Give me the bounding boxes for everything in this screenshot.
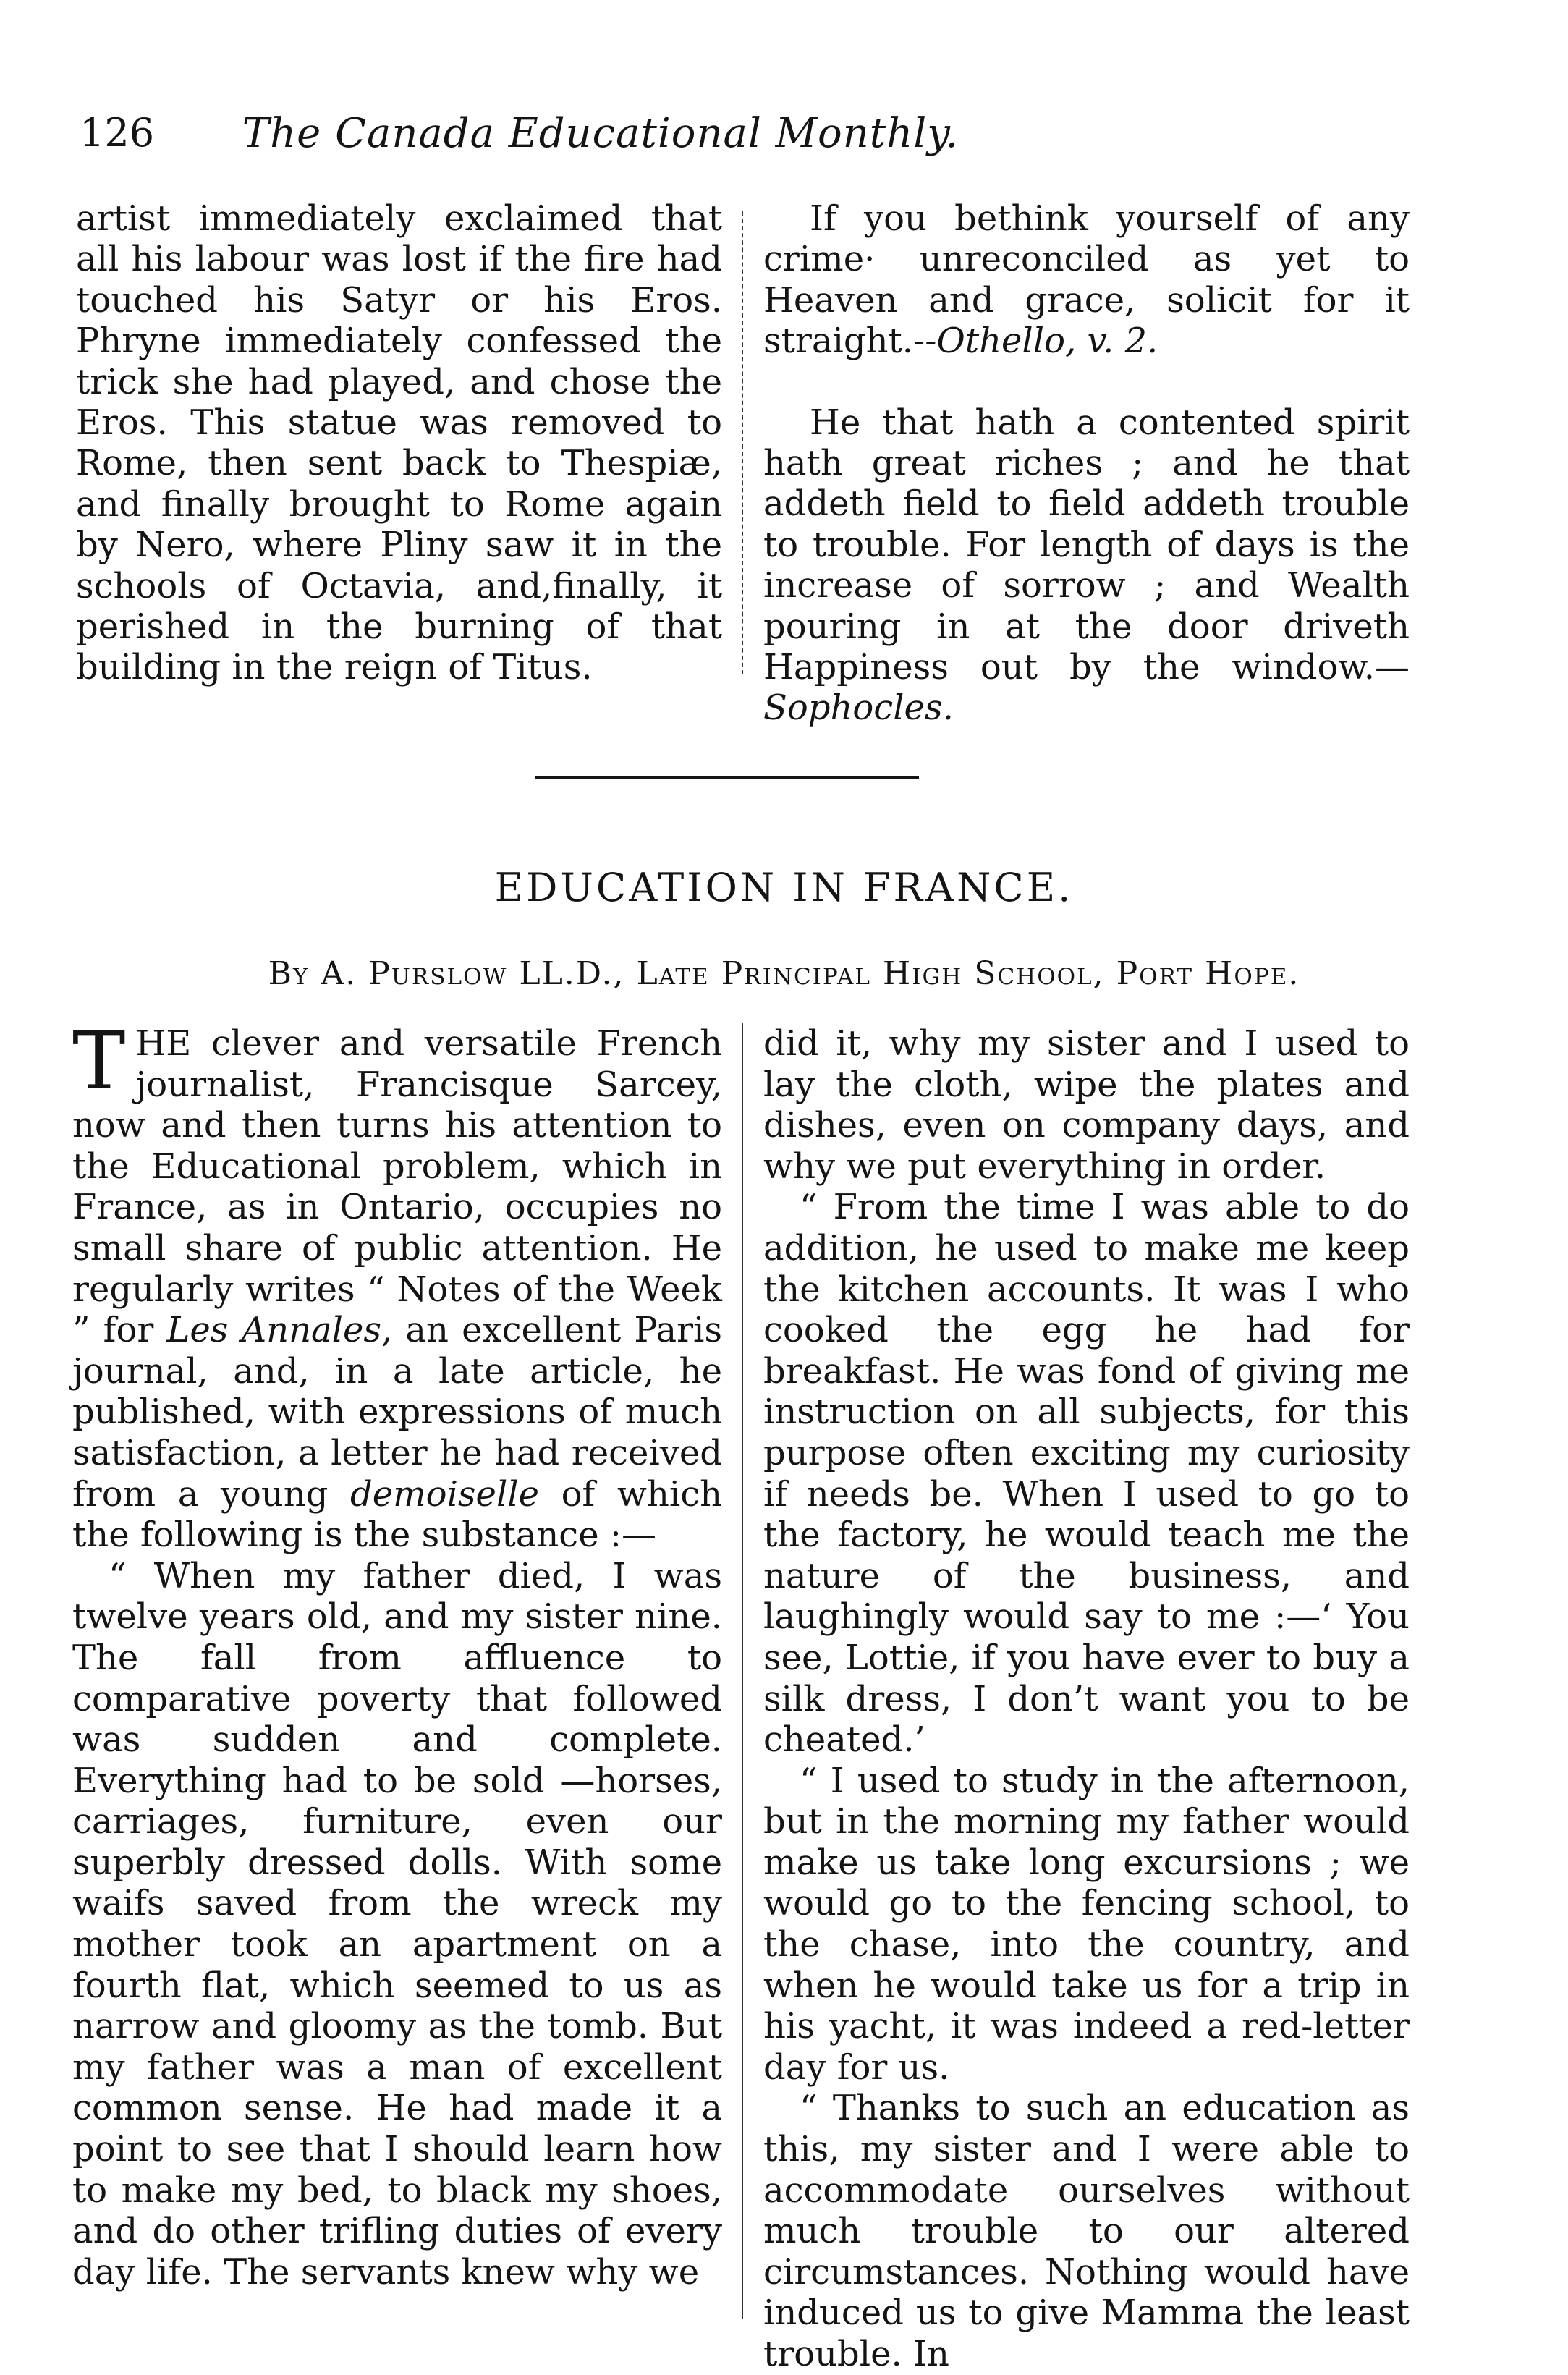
page-number: 126 xyxy=(80,110,155,156)
quote-sophocles-text: He that hath a contented spirit hath great riches ; and he that addeth field to field addeth trouble to trouble. For length of days is the increase of sorrow ; and Wealth pouring in at the door driveth Happiness out by the window.— xyxy=(763,402,1410,688)
article-column-left xyxy=(72,1015,723,2293)
running-title: The Canada Educational Monthly. xyxy=(242,110,959,157)
quote-othello-source: Othello, v. 2. xyxy=(936,321,1158,362)
drop-cap: T xyxy=(72,1015,126,1107)
p1-italic-demoiselle: demoiselle xyxy=(350,1473,540,1515)
quote-othello-text: If you bethink yourself of any crime· unreconciled as yet to Heaven and grace, solicit for it straight.-- xyxy=(763,198,1410,362)
article-paragraph-4: “ From the time I was able to do addition, he used to make me keep the kitchen accounts. It was I who cooked the egg he had for breakfast. He was fond of giving me instruction on all subjects, for this purpose often exciting my curiosity if needs be. When I used to go to the factory, he would teach me the nature of the business, and laughingly would say to me :—‘ You see, Lottie, if you have ever to buy a silk dress, I don’t want you to be cheated.’ xyxy=(763,1187,1410,1761)
quote-sophocles-source: Sophocles. xyxy=(763,687,954,729)
article-paragraph-5: “ I used to study in the afternoon, but in the morning my father would make us take long excursions ; we would go to the fencing school, to the chase, into the country, and when he would take us for a trip in his yacht, it was indeed a red-letter day for us. xyxy=(763,1760,1410,2088)
article-column-right xyxy=(763,1023,1410,2375)
page-header xyxy=(80,110,1122,161)
article-paragraph-1 xyxy=(72,1015,723,1556)
column-divider-top xyxy=(742,211,743,674)
article-byline: By A. Purslow LL.D., Late Principal High School, Port Hope. xyxy=(268,955,1300,992)
quotations-column xyxy=(763,198,1410,729)
article-paragraph-2: “ When my father died, I was twelve years old, and my sister nine. The fall from affluence to comparative poverty that followed was sudden and complete. Everything had to be sold —horses, carriages, furniture, even our superbly dressed dolls. With some waifs saved from the wreck my mother took an apartment on a fourth flat, which seemed to us as narrow and gloomy as the tomb. But my father was a man of excellent common sense. He had made it a point to see that I should learn how to make my bed, to black my shoes, and do other trifling duties of every day life. The servants knew why we xyxy=(72,1555,722,2293)
article-title: EDUCATION IN FRANCE. xyxy=(494,865,1074,910)
section-divider-rule xyxy=(535,776,919,779)
article-paragraph-3: did it, why my sister and I used to lay the cloth, wipe the plates and dishes, even on company days, and why we put everything in order. xyxy=(763,1023,1410,1187)
p1-text-c: of which the following is the substance :— xyxy=(72,1473,723,1556)
previous-article-column-left xyxy=(76,198,722,688)
p1-text-b: , an excellent Paris journal, and, in a late article, he published, with expressions of much satisfaction, a letter he had received from a young xyxy=(72,1310,723,1515)
p1-italic-les-annales: Les Annales xyxy=(166,1310,382,1351)
quote-sophocles xyxy=(763,402,1410,729)
previous-article-paragraph: artist immediately exclaimed that all his labour was lost if the fire had touched his Satyr or his Eros. Phryne immediately confessed the trick she had played, and chose the Eros. This statue was removed to Rome, then sent back to Thespiæ, and finally brought to Rome again by Nero, where Pliny saw it in the schools of Octavia, and,finally, it perished in the burning of that building in the reign of Titus. xyxy=(76,198,722,688)
article-paragraph-6: “ Thanks to such an education as this, my sister and I were able to accommodate ourselves without much trouble to our altered circumstances. Nothing would have induced us to give Mamma the least trouble. In xyxy=(763,2088,1410,2374)
p1-text-a: HE clever and versatile French journalist, Francisque Sarcey, now and then turns his attention to the Educational problem, which in France, as in Ontario, occupies no small share of public attention. He regularly writes “ Notes of the Week ” for xyxy=(72,1023,722,1351)
column-divider-bottom xyxy=(742,1023,743,2319)
quote-othello xyxy=(763,198,1410,362)
